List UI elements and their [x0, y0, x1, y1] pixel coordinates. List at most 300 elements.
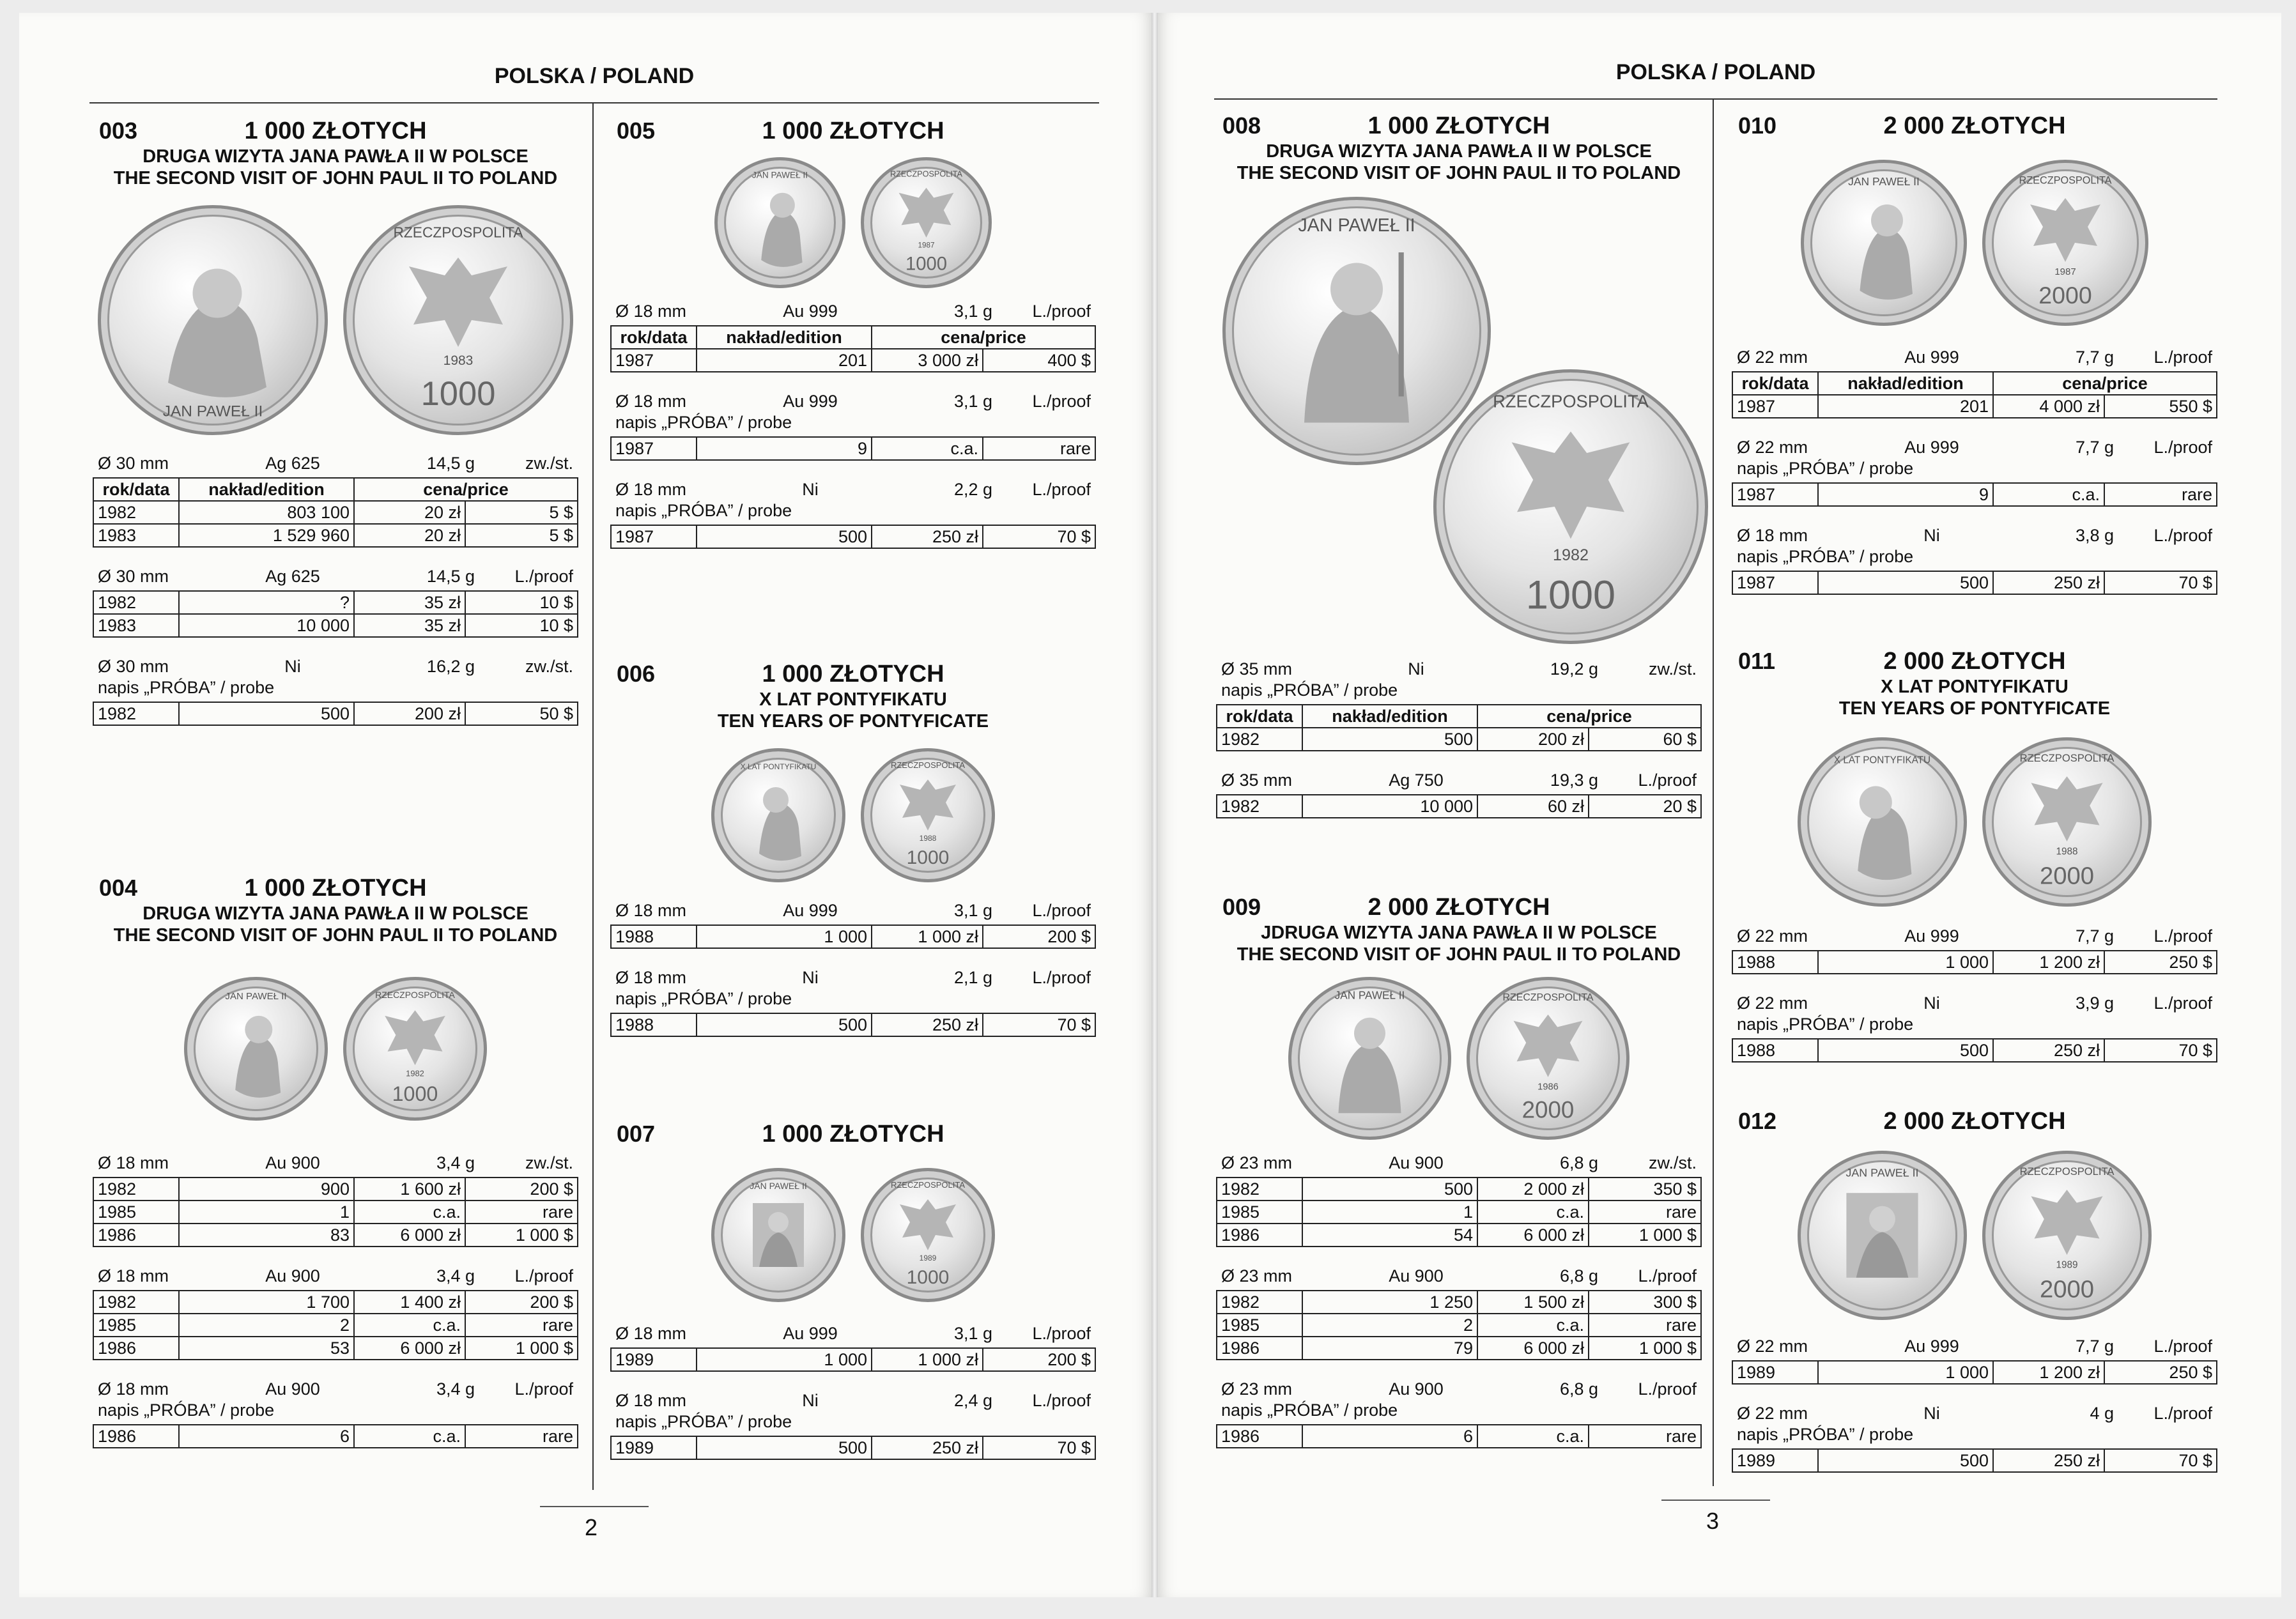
mintage-table: [610, 1347, 1096, 1372]
col-edition: nakład/edition: [179, 478, 354, 501]
quality: L./proof: [1638, 771, 1697, 790]
probe-note: napis „PRÓBA” / probe: [615, 989, 792, 1008]
price-pln-cell: 250 zł: [1993, 571, 2104, 594]
left-page-number: 2: [585, 1514, 598, 1540]
coin-year: 1988: [2056, 846, 2078, 857]
mintage-table: [1216, 1290, 1702, 1360]
catalog-number: 005: [617, 118, 656, 144]
table-row: [611, 437, 1095, 460]
coin-year: 1987: [918, 241, 935, 249]
metal: Ni: [802, 968, 819, 987]
weight: 3,1 g: [953, 901, 992, 920]
year-cell: 1989: [1732, 1449, 1818, 1472]
table-row: [93, 501, 578, 524]
price-usd-cell: 350 $: [1589, 1178, 1701, 1201]
coin-year: 1989: [2056, 1259, 2078, 1270]
edition-cell: 500: [1302, 1178, 1477, 1201]
price-pln-cell: 200 zł: [1477, 728, 1589, 751]
price-pln-cell: 1 000 zł: [872, 925, 983, 948]
price-pln-cell: 1 200 zł: [1993, 951, 2104, 974]
coin-legend: JAN PAWEŁ II: [1334, 988, 1405, 1001]
coin-entry-009: [1216, 891, 1702, 1448]
diameter: Ø 22 mm: [1737, 438, 1808, 457]
metal: Ni: [1923, 994, 1940, 1013]
diameter: Ø 22 mm: [1737, 926, 1808, 946]
col-edition: nakład/edition: [1818, 372, 1993, 395]
subtitle-en: TEN YEARS OF PONTYFICATE: [1838, 698, 2111, 719]
weight: 4 g: [2090, 1404, 2114, 1423]
table-row: [611, 1013, 1095, 1036]
quality: zw./st.: [1648, 1153, 1697, 1172]
coin-entry-012: [1732, 1105, 2217, 1473]
quality: L./proof: [1638, 1379, 1697, 1399]
edition-cell: 2: [1302, 1314, 1477, 1337]
weight: 3,8 g: [2075, 526, 2114, 545]
metal: Au 999: [1904, 348, 1959, 367]
price-pln-cell: c.a.: [354, 1201, 465, 1224]
year-cell: 1986: [1217, 1425, 1302, 1448]
coin-reverse-image: [1467, 977, 1630, 1140]
coin-reverse-image: [343, 205, 573, 435]
weight: 16,2 g: [426, 657, 475, 676]
price-usd-cell: rare: [1589, 1314, 1701, 1337]
diameter: Ø 18 mm: [615, 968, 687, 987]
price-usd-cell: 10 $: [465, 614, 578, 637]
coin-legend: JAN PAWEŁ II: [1298, 215, 1415, 236]
right-header-rule: [1214, 98, 2217, 100]
edition-cell: 1 000: [1818, 951, 1993, 974]
table-row: [93, 702, 578, 725]
year-cell: 1986: [93, 1425, 179, 1448]
coin-year: 1983: [443, 353, 474, 368]
metal: Au 900: [1389, 1266, 1444, 1285]
price-pln-cell: c.a.: [1993, 483, 2104, 506]
coin-year: 1986: [1537, 1082, 1559, 1092]
year-cell: 1989: [611, 1436, 697, 1459]
weight: 7,7 g: [2075, 348, 2114, 367]
quality: L./proof: [514, 1266, 573, 1285]
metal: Ni: [1923, 1404, 1940, 1423]
year-cell: 1987: [611, 349, 697, 372]
year-cell: 1989: [611, 1348, 697, 1371]
price-pln-cell: 1 400 zł: [354, 1291, 465, 1314]
weight: 3,4 g: [436, 1379, 475, 1399]
diameter: Ø 18 mm: [615, 392, 687, 411]
diameter: Ø 35 mm: [1221, 771, 1293, 790]
coin-obverse-image: [1288, 977, 1451, 1140]
coin-reverse-image: [1982, 1151, 2152, 1320]
quality: L./proof: [2153, 994, 2212, 1013]
weight: 14,5 g: [426, 454, 475, 473]
quality: L./proof: [2153, 1404, 2212, 1423]
right-column-divider: [1713, 100, 1714, 1486]
col-price: cena/price: [1993, 372, 2217, 395]
diameter: Ø 18 mm: [98, 1379, 169, 1399]
price-pln-cell: c.a.: [1477, 1425, 1589, 1448]
coin-entry-008: [1216, 110, 1702, 818]
metal: Ag 625: [265, 454, 320, 473]
table-row: [1732, 1039, 2217, 1062]
edition-cell: 83: [179, 1224, 354, 1247]
weight: 2,1 g: [953, 968, 992, 987]
price-usd-cell: 200 $: [465, 1178, 578, 1201]
edition-cell: 10 000: [1302, 795, 1477, 818]
quality: L./proof: [1032, 1391, 1091, 1410]
diameter: Ø 22 mm: [1737, 348, 1808, 367]
price-usd-cell: 70 $: [2104, 571, 2217, 594]
edition-cell: 9: [697, 437, 872, 460]
coin-value: 1000: [392, 1082, 438, 1105]
edition-cell: 900: [179, 1178, 354, 1201]
price-pln-cell: 1 600 zł: [354, 1178, 465, 1201]
coin-entry-010: [1732, 110, 2217, 595]
col-price: cena/price: [872, 326, 1095, 349]
year-cell: 1986: [93, 1337, 179, 1360]
price-usd-cell: 200 $: [983, 1348, 1095, 1371]
denomination: 1 000 ZŁOTYCH: [762, 1121, 944, 1147]
mintage-table: [1732, 1448, 2217, 1473]
coin-legend: JAN PAWEŁ II: [750, 1181, 807, 1191]
year-cell: 1982: [1217, 1178, 1302, 1201]
coin-obverse-image: [1798, 1151, 1967, 1320]
table-row: [1217, 1337, 1701, 1360]
weight: 3,1 g: [953, 1324, 992, 1343]
catalog-number: 010: [1738, 112, 1777, 139]
edition-cell: 1 000: [697, 1348, 872, 1371]
quality: L./proof: [1032, 901, 1091, 920]
diameter: Ø 22 mm: [1737, 1404, 1808, 1423]
price-usd-cell: 400 $: [983, 349, 1095, 372]
edition-cell: 500: [697, 1436, 872, 1459]
price-pln-cell: 35 zł: [354, 591, 465, 614]
quality: L./proof: [1032, 480, 1091, 499]
price-pln-cell: 20 zł: [354, 501, 465, 524]
edition-cell: 79: [1302, 1337, 1477, 1360]
price-usd-cell: rare: [465, 1425, 578, 1448]
coin-value: 1000: [1525, 572, 1616, 618]
table-row: [93, 524, 578, 547]
denomination: 1 000 ZŁOTYCH: [244, 118, 427, 144]
price-pln-cell: 1 000 zł: [872, 1348, 983, 1371]
table-row: [93, 591, 578, 614]
denomination: 2 000 ZŁOTYCH: [1883, 648, 2066, 675]
quality: L./proof: [1638, 1266, 1697, 1285]
diameter: Ø 23 mm: [1221, 1266, 1293, 1285]
diameter: Ø 18 mm: [1737, 526, 1808, 545]
table-row: [93, 614, 578, 637]
subtitle-en: THE SECOND VISIT OF JOHN PAUL II TO POLAND: [113, 925, 558, 946]
col-year: rok/data: [1732, 372, 1818, 395]
price-pln-cell: c.a.: [1477, 1201, 1589, 1224]
weight: 2,2 g: [953, 480, 992, 499]
weight: 14,5 g: [426, 567, 475, 586]
price-usd-cell: rare: [1589, 1201, 1701, 1224]
denomination: 2 000 ZŁOTYCH: [1883, 1108, 2066, 1135]
mintage-table: [1732, 1360, 2217, 1385]
edition-cell: 9: [1818, 483, 1993, 506]
coin-legend: RZECZPOSPOLITA: [393, 224, 523, 241]
year-cell: 1982: [1217, 795, 1302, 818]
edition-cell: 500: [1302, 728, 1477, 751]
weight: 3,9 g: [2075, 994, 2114, 1013]
metal: Au 900: [265, 1266, 320, 1285]
mintage-table: [610, 436, 1096, 461]
table-row: [93, 1314, 578, 1337]
price-usd-cell: 70 $: [983, 525, 1095, 548]
quality: L./proof: [2153, 348, 2212, 367]
diameter: Ø 22 mm: [1737, 994, 1808, 1013]
edition-cell: 201: [697, 349, 872, 372]
coin-reverse-image: [343, 977, 487, 1121]
mintage-table: [1216, 794, 1702, 818]
diameter: Ø 23 mm: [1221, 1153, 1293, 1172]
mintage-table: [1732, 482, 2217, 507]
price-usd-cell: rare: [983, 437, 1095, 460]
edition-cell: 53: [179, 1337, 354, 1360]
metal: Au 999: [783, 901, 838, 920]
catalog-number: 004: [99, 875, 138, 901]
metal: Au 900: [265, 1153, 320, 1172]
quality: L./proof: [514, 1379, 573, 1399]
probe-note: napis „PRÓBA” / probe: [98, 678, 275, 697]
weight: 3,4 g: [436, 1266, 475, 1285]
year-cell: 1986: [93, 1224, 179, 1247]
year-cell: 1987: [1732, 571, 1818, 594]
edition-cell: 1 000: [1818, 1361, 1993, 1384]
coin-legend: JAN PAWEŁ II: [225, 990, 287, 1002]
price-usd-cell: rare: [465, 1314, 578, 1337]
left-page-header: POLSKA / POLAND: [494, 64, 695, 88]
subtitle-pl: DRUGA WIZYTA JANA PAWŁA II W POLSCE: [1266, 141, 1652, 162]
metal: Ni: [284, 657, 301, 676]
year-cell: 1987: [611, 525, 697, 548]
table-row: [93, 1291, 578, 1314]
year-cell: 1983: [93, 524, 179, 547]
price-usd-cell: 70 $: [2104, 1039, 2217, 1062]
mintage-table: [93, 1290, 578, 1360]
price-usd-cell: 1 000 $: [465, 1224, 578, 1247]
price-pln-cell: 6 000 zł: [354, 1224, 465, 1247]
coin-obverse-image: [711, 1168, 845, 1302]
metal: Au 999: [783, 392, 838, 411]
probe-note: napis „PRÓBA” / probe: [615, 501, 792, 520]
year-cell: 1988: [1732, 951, 1818, 974]
catalog-number: 008: [1222, 112, 1261, 139]
col-edition: nakład/edition: [1302, 705, 1477, 728]
price-usd-cell: 70 $: [983, 1436, 1095, 1459]
mintage-table: [93, 1424, 578, 1448]
metal: Ni: [802, 1391, 819, 1410]
col-year: rok/data: [1217, 705, 1302, 728]
probe-note: napis „PRÓBA” / probe: [1737, 1425, 1914, 1444]
price-pln-cell: c.a.: [354, 1314, 465, 1337]
coin-entry-007: [610, 1118, 1096, 1460]
metal: Ag 750: [1389, 771, 1444, 790]
table-row: [1217, 1425, 1701, 1448]
table-row: [93, 1178, 578, 1201]
edition-cell: 1: [1302, 1201, 1477, 1224]
price-usd-cell: 10 $: [465, 591, 578, 614]
diameter: Ø 18 mm: [98, 1153, 169, 1172]
price-usd-cell: 60 $: [1589, 728, 1701, 751]
weight: 3,4 g: [436, 1153, 475, 1172]
price-pln-cell: 6 000 zł: [1477, 1337, 1589, 1360]
col-price: cena/price: [1477, 705, 1701, 728]
coin-obverse-image: [98, 205, 328, 435]
diameter: Ø 23 mm: [1221, 1379, 1293, 1399]
coin-year: 1982: [406, 1068, 424, 1078]
coin-entry-006: [610, 658, 1096, 1037]
diameter: Ø 30 mm: [98, 567, 169, 586]
probe-note: napis „PRÓBA” / probe: [1221, 680, 1398, 700]
left-header-rule: [89, 102, 1099, 104]
mintage-table: [1216, 1177, 1702, 1247]
year-cell: 1985: [93, 1314, 179, 1337]
coin-reverse-image: [861, 1168, 995, 1302]
coin-value: 2000: [2039, 861, 2095, 889]
right-page-number-rule: [1661, 1500, 1770, 1501]
coin-obverse-image: [714, 157, 845, 288]
coin-legend: RZECZPOSPOLITA: [2019, 174, 2112, 187]
probe-note: napis „PRÓBA” / probe: [1737, 1015, 1914, 1034]
probe-note: napis „PRÓBA” / probe: [1737, 547, 1914, 566]
subtitle-pl: JDRUGA WIZYTA JANA PAWŁA II W POLSCE: [1261, 923, 1657, 943]
edition-cell: 500: [1818, 1449, 1993, 1472]
catalog-number: 007: [617, 1121, 656, 1147]
diameter: Ø 30 mm: [98, 454, 169, 473]
edition-cell: 803 100: [179, 501, 354, 524]
metal: Au 999: [783, 302, 838, 321]
price-pln-cell: 250 zł: [872, 1013, 983, 1036]
price-pln-cell: 250 zł: [1993, 1449, 2104, 1472]
price-usd-cell: 300 $: [1589, 1291, 1701, 1314]
quality: zw./st.: [525, 454, 573, 473]
coin-entry-011: [1732, 645, 2217, 1063]
quality: L./proof: [1032, 392, 1091, 411]
price-usd-cell: rare: [2104, 483, 2217, 506]
table-row: [1217, 1314, 1701, 1337]
coin-reverse-image: [861, 157, 992, 288]
edition-cell: 2: [179, 1314, 354, 1337]
edition-cell: 1 529 960: [179, 524, 354, 547]
table-row: [1217, 728, 1701, 751]
year-cell: 1986: [1217, 1337, 1302, 1360]
denomination: 2 000 ZŁOTYCH: [1883, 112, 2066, 139]
price-pln-cell: 20 zł: [354, 524, 465, 547]
coin-entry-003: [93, 115, 578, 726]
metal: Au 999: [1904, 926, 1959, 946]
coin-legend: RZECZPOSPOLITA: [2019, 751, 2115, 764]
metal: Au 999: [783, 1324, 838, 1343]
denomination: 1 000 ZŁOTYCH: [762, 661, 944, 687]
coin-reverse-image: [1433, 369, 1708, 644]
catalog-number: 003: [99, 118, 138, 144]
mintage-table: [1732, 371, 2217, 418]
subtitle-pl: X LAT PONTYFIKATU: [759, 689, 947, 710]
year-cell: 1987: [1732, 395, 1818, 418]
col-price: cena/price: [354, 478, 578, 501]
price-pln-cell: 250 zł: [1993, 1039, 2104, 1062]
table-row: [611, 349, 1095, 372]
edition-cell: 500: [1818, 571, 1993, 594]
metal: Ni: [1408, 659, 1424, 679]
right-page-number: 3: [1706, 1508, 1720, 1534]
diameter: Ø 30 mm: [98, 657, 169, 676]
mintage-table: [93, 477, 578, 548]
coin-obverse-image: [711, 748, 845, 882]
catalog-number: 011: [1738, 648, 1776, 674]
quality: L./proof: [1032, 1324, 1091, 1343]
coin-value: 2000: [1522, 1096, 1575, 1123]
weight: 7,7 g: [2075, 926, 2114, 946]
weight: 6,8 g: [1559, 1266, 1598, 1285]
table-row: [1732, 571, 2217, 594]
table-row: [1732, 395, 2217, 418]
edition-cell: 500: [179, 702, 354, 725]
table-row: [93, 1201, 578, 1224]
coin-obverse-image: [184, 977, 328, 1121]
probe-note: napis „PRÓBA” / probe: [98, 1400, 275, 1420]
edition-cell: 1 000: [697, 925, 872, 948]
edition-cell: 6: [179, 1425, 354, 1448]
subtitle-en: THE SECOND VISIT OF JOHN PAUL II TO POLAND: [1237, 163, 1681, 183]
diameter: Ø 18 mm: [615, 1391, 687, 1410]
edition-cell: 1 250: [1302, 1291, 1477, 1314]
weight: 7,7 g: [2075, 438, 2114, 457]
price-pln-cell: 200 zł: [354, 702, 465, 725]
left-page-number-rule: [540, 1506, 649, 1507]
price-usd-cell: 5 $: [465, 501, 578, 524]
edition-cell: 500: [697, 525, 872, 548]
coin-value: 2000: [2039, 1275, 2095, 1303]
mintage-table: [1732, 950, 2217, 974]
price-pln-cell: 6 000 zł: [1477, 1224, 1589, 1247]
diameter: Ø 35 mm: [1221, 659, 1293, 679]
denomination: 1 000 ZŁOTYCH: [762, 118, 944, 144]
mintage-table: [1216, 704, 1702, 751]
probe-note: napis „PRÓBA” / probe: [1221, 1400, 1398, 1420]
subtitle-en: TEN YEARS OF PONTYFICATE: [717, 711, 989, 732]
weight: 3,1 g: [953, 302, 992, 321]
metal: Au 900: [1389, 1379, 1444, 1399]
year-cell: 1986: [1217, 1224, 1302, 1247]
price-usd-cell: 1 000 $: [1589, 1337, 1701, 1360]
coin-entry-004: [93, 872, 578, 1448]
year-cell: 1985: [93, 1201, 179, 1224]
price-usd-cell: 70 $: [2104, 1449, 2217, 1472]
year-cell: 1988: [611, 1013, 697, 1036]
diameter: Ø 22 mm: [1737, 1337, 1808, 1356]
quality: L./proof: [1032, 968, 1091, 987]
year-cell: 1985: [1217, 1201, 1302, 1224]
metal: Ag 625: [265, 567, 320, 586]
diameter: Ø 18 mm: [98, 1266, 169, 1285]
coin-value: 1000: [420, 375, 496, 413]
year-cell: 1982: [93, 1178, 179, 1201]
coin-legend: RZECZPOSPOLITA: [1493, 391, 1649, 411]
coin-obverse-image: [1801, 160, 1967, 326]
mintage-table: [93, 1177, 578, 1247]
price-pln-cell: 60 zł: [1477, 795, 1589, 818]
price-pln-cell: 3 000 zł: [872, 349, 983, 372]
mintage-table: [610, 525, 1096, 549]
table-row: [611, 1436, 1095, 1459]
diameter: Ø 18 mm: [615, 302, 687, 321]
metal: Au 900: [1389, 1153, 1444, 1172]
table-row: [1732, 951, 2217, 974]
price-pln-cell: 250 zł: [872, 1436, 983, 1459]
price-usd-cell: 200 $: [983, 925, 1095, 948]
